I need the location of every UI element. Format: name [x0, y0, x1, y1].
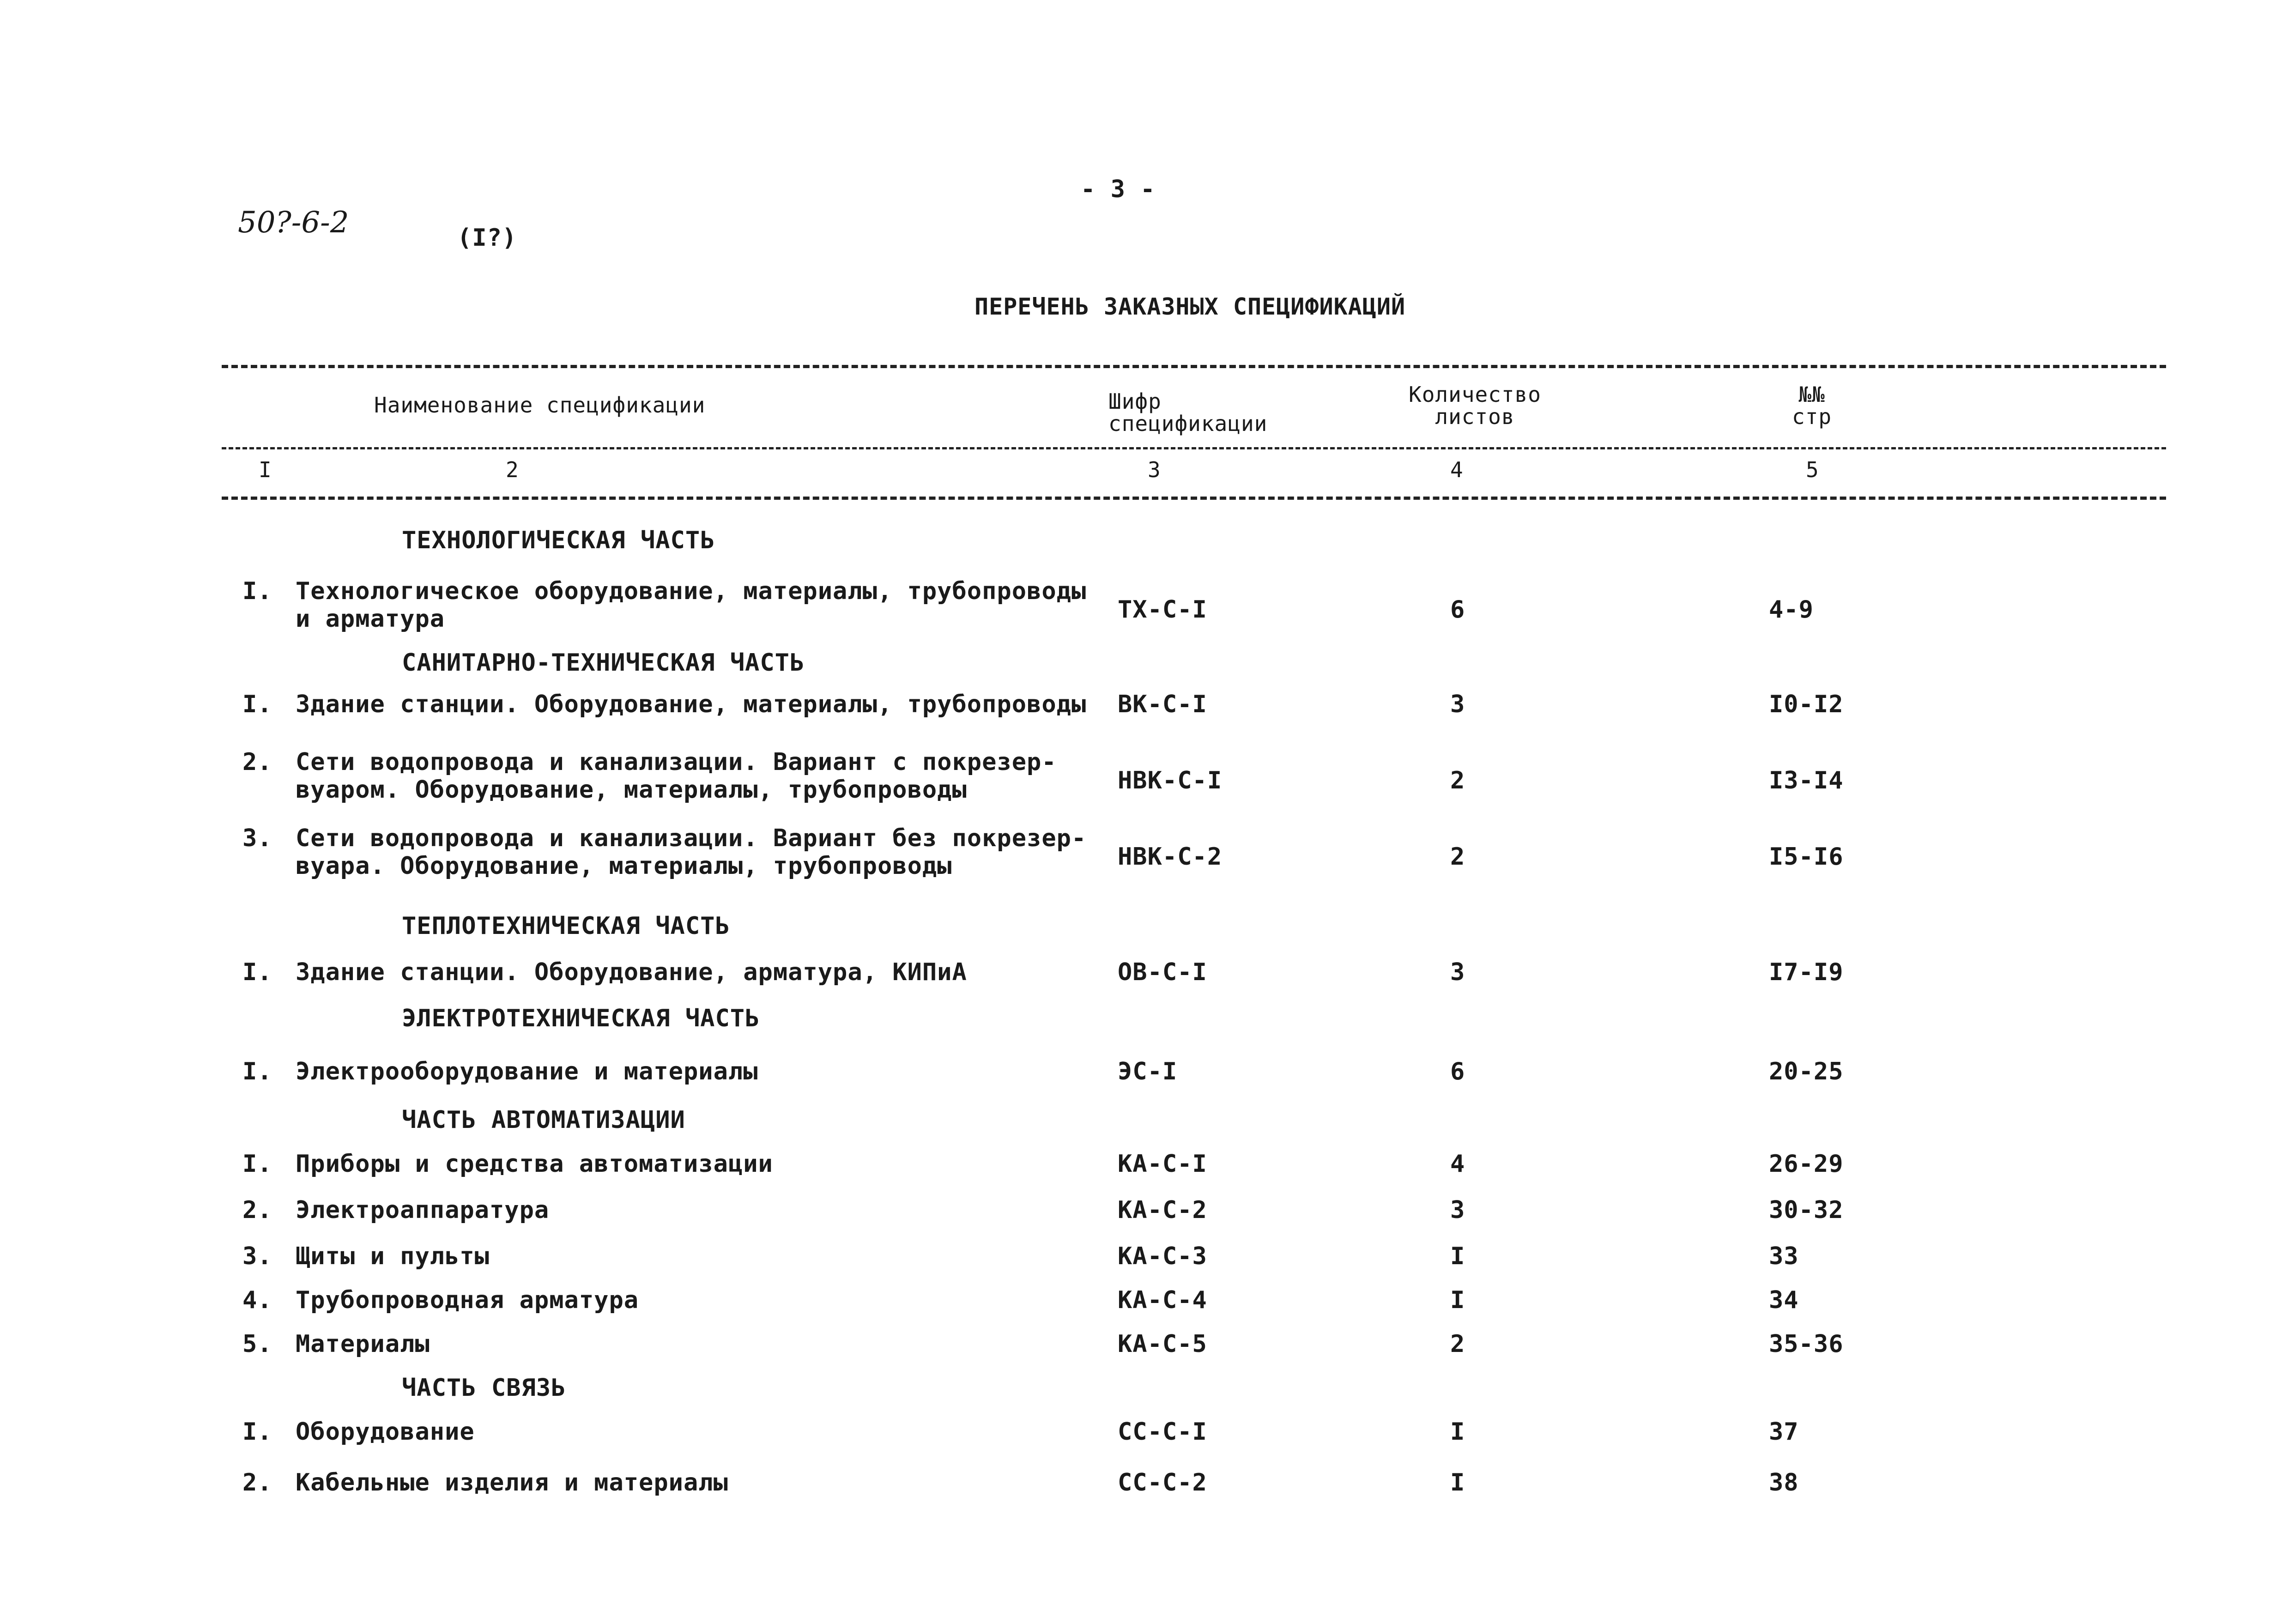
row-name	[296, 1150, 773, 1178]
page-title: ПЕРЕЧЕНЬ ЗАКАЗНЫХ СПЕЦИФИКАЦИЙ	[974, 293, 1406, 320]
row-sheets: 3	[1450, 691, 1465, 718]
row-code: КА-С-3	[1118, 1242, 1207, 1270]
row-pages: I3-I4	[1769, 767, 1844, 794]
row-name	[296, 748, 1057, 804]
row-name	[296, 577, 1086, 633]
row-pages: 30-32	[1769, 1196, 1844, 1224]
row-number: I.	[242, 691, 272, 718]
row-name-line1: Технологическое оборудование, материалы, трубопроводы	[296, 577, 1087, 605]
row-name	[296, 1418, 475, 1446]
row-pages: 34	[1769, 1286, 1799, 1314]
row-name	[296, 1196, 549, 1224]
column-number-4: 4	[1450, 457, 1464, 482]
row-name-line1: Сети водопровода и канализации. Вариант с покрезер-	[296, 748, 1057, 776]
row-name	[296, 1330, 430, 1358]
row-name-line2: вуара. Оборудование, материалы, трубопроводы	[296, 852, 952, 880]
row-name-line1: Трубопроводная арматура	[296, 1286, 639, 1314]
header-bottom-rule	[222, 497, 2166, 500]
row-sheets: I	[1450, 1286, 1465, 1314]
row-sheets: 2	[1450, 843, 1465, 871]
row-name	[296, 1058, 758, 1085]
row-name-line2: вуаром. Оборудование, материалы, трубопроводы	[296, 776, 967, 804]
row-name-line1: Сети водопровода и канализации. Вариант без покрезер-	[296, 824, 1087, 852]
row-name-line2: и арматура	[296, 605, 445, 633]
row-pages: 37	[1769, 1418, 1799, 1446]
section-title-electrical: ЭЛЕКТРОТЕХНИЧЕСКАЯ ЧАСТЬ	[402, 1005, 760, 1032]
column-header-code-line1: Шифр	[1108, 389, 1162, 414]
row-number: 2.	[242, 748, 272, 776]
row-name	[296, 824, 1086, 880]
column-header-sheets	[1409, 383, 1541, 428]
row-number: 2.	[242, 1469, 272, 1497]
row-sheets: I	[1450, 1242, 1465, 1270]
row-sheets: 3	[1450, 958, 1465, 986]
row-pages: 26-29	[1769, 1150, 1844, 1178]
section-title-automation: ЧАСТЬ АВТОМАТИЗАЦИИ	[402, 1106, 685, 1134]
row-name	[296, 958, 967, 986]
section-title-sanitary: САНИТАРНО-ТЕХНИЧЕСКАЯ ЧАСТЬ	[402, 649, 805, 677]
section-title-heating: ТЕПЛОТЕХНИЧЕСКАЯ ЧАСТЬ	[402, 912, 730, 940]
page-number: - 3 -	[1081, 176, 1156, 203]
row-code: СС-С-2	[1118, 1469, 1207, 1497]
column-header-sheets-line1: Количество	[1409, 382, 1541, 407]
row-pages: 4-9	[1769, 596, 1814, 624]
row-name-line1: Щиты и пульты	[296, 1242, 490, 1270]
column-number-3: 3	[1148, 457, 1161, 482]
row-code: ВК-С-I	[1118, 691, 1207, 718]
row-sheets: I	[1450, 1418, 1465, 1446]
row-name-line1: Электроаппаратура	[296, 1196, 550, 1224]
row-name-line1: Приборы и средства автоматизации	[296, 1150, 773, 1178]
row-number: I.	[242, 1058, 272, 1085]
row-code: НВК-С-I	[1118, 767, 1223, 794]
row-number: I.	[242, 958, 272, 986]
row-code: КА-С-2	[1118, 1196, 1207, 1224]
row-sheets: 3	[1450, 1196, 1465, 1224]
row-sheets: 2	[1450, 767, 1465, 794]
column-header-pages	[1792, 383, 1832, 428]
row-sheets: 2	[1450, 1330, 1465, 1358]
row-pages: 33	[1769, 1242, 1799, 1270]
row-name-line1: Оборудование	[296, 1418, 475, 1446]
table-top-rule	[222, 365, 2166, 368]
row-pages: I7-I9	[1769, 958, 1844, 986]
row-sheets: I	[1450, 1469, 1465, 1497]
section-title-technological: ТЕХНОЛОГИЧЕСКАЯ ЧАСТЬ	[402, 527, 715, 554]
document-number: 50?-6-2	[238, 206, 349, 240]
row-code: СС-С-I	[1118, 1418, 1207, 1446]
row-code: КА-С-5	[1118, 1330, 1207, 1358]
sheet-marker: (I?)	[457, 224, 517, 252]
column-header-name: Наименование спецификации	[374, 393, 706, 418]
row-pages: I0-I2	[1769, 691, 1844, 718]
column-header-sheets-line2: листов	[1435, 404, 1515, 429]
row-number: 3.	[242, 824, 272, 852]
row-pages: I5-I6	[1769, 843, 1844, 871]
row-number: I.	[242, 1150, 272, 1178]
row-number: 2.	[242, 1196, 272, 1224]
row-pages: 38	[1769, 1469, 1799, 1497]
row-code: КА-С-I	[1118, 1150, 1207, 1178]
row-code: КА-С-4	[1118, 1286, 1207, 1314]
row-number: I.	[242, 1418, 272, 1446]
row-name-line1: Материалы	[296, 1330, 430, 1358]
row-name	[296, 1469, 728, 1497]
row-pages: 35-36	[1769, 1330, 1844, 1358]
row-name-line1: Электрооборудование и материалы	[296, 1058, 758, 1085]
row-sheets: 6	[1450, 596, 1465, 624]
column-number-1: I	[259, 457, 272, 482]
row-number: 4.	[242, 1286, 272, 1314]
column-number-2: 2	[506, 457, 519, 482]
row-name-line1: Здание станции. Оборудование, материалы, трубопроводы	[296, 691, 1087, 718]
row-number: I.	[242, 577, 272, 605]
column-header-pages-line2: стр	[1792, 404, 1832, 429]
row-sheets: 6	[1450, 1058, 1465, 1085]
row-sheets: 4	[1450, 1150, 1465, 1178]
row-number: 3.	[242, 1242, 272, 1270]
row-name	[296, 1242, 490, 1270]
column-header-pages-line1: №№	[1798, 382, 1825, 407]
row-code: ОВ-С-I	[1118, 958, 1207, 986]
column-header-code-line2: спецификации	[1108, 411, 1268, 436]
row-name-line1: Здание станции. Оборудование, арматура, КИПиА	[296, 958, 967, 986]
row-number: 5.	[242, 1330, 272, 1358]
column-number-5: 5	[1806, 457, 1819, 482]
row-pages: 20-25	[1769, 1058, 1844, 1085]
row-name	[296, 691, 1086, 718]
row-code: НВК-С-2	[1118, 843, 1223, 871]
row-code: ЭС-I	[1118, 1058, 1178, 1085]
row-name-line1: Кабельные изделия и материалы	[296, 1469, 728, 1497]
section-title-communication: ЧАСТЬ СВЯЗЬ	[402, 1374, 566, 1402]
row-code: ТХ-С-I	[1118, 596, 1207, 624]
column-header-code	[1108, 390, 1267, 435]
row-name	[296, 1286, 639, 1314]
header-divider-rule	[222, 447, 2166, 449]
